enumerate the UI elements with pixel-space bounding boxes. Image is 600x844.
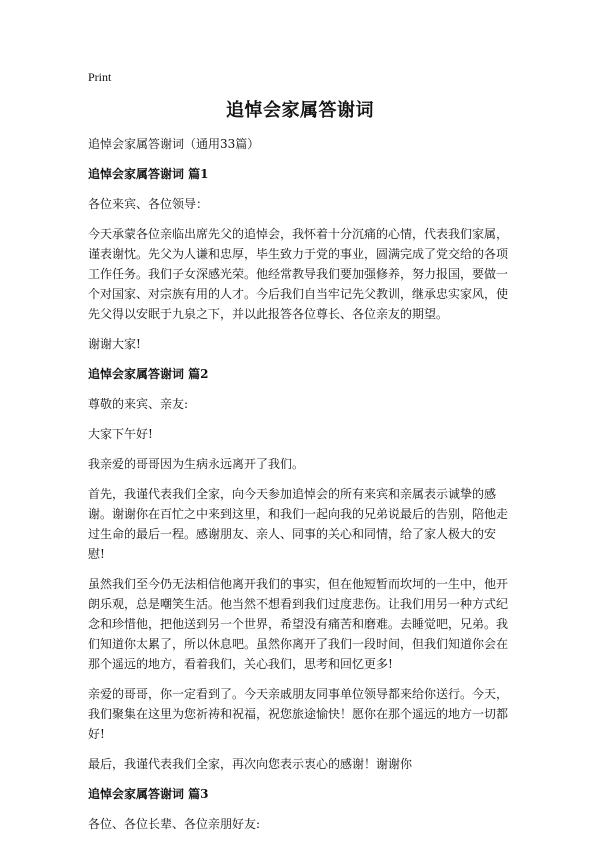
paragraph: 首先，我谨代表我们全家，向今天参加追悼会的所有来宾和亲属表示诚挚的感谢。谢谢你在百忙之中来到这里，和我们一起向我的兄弟说最后的告别，陪他走过生命的最后一程。感谢朋友、亲人、同事的关心和同情，给了家人极大的安慰!: [88, 487, 509, 561]
paragraph: 各位来宾、各位领导：: [88, 197, 209, 211]
paragraph: 大家下午好!: [88, 427, 153, 441]
paragraph: 今天承蒙各位亲临出席先父的追悼会，我怀着十分沉痛的心情，代表我们家属，谨表谢忱。先父为人谦和忠厚，毕生致力于党的事业，圆满完成了党交给的各项工作任务。我们子女深感光荣。他经常教导我们要加强修养，努力报国，要做一个对国家、对宗族有用的人才。今后我们自当牢记先父教训，继承忠实家风，使先父得以安眠于九泉之下，并以此报答各位尊长、各位亲友的期望。: [88, 227, 509, 321]
paragraph: 虽然我们至今仍无法相信他离开我们的事实，但在他短暂而坎坷的一生中，他开朗乐观，总是嘲笑生活。他当然不想看到我们过度悲伤。让我们用另一种方式纪念和珍惜他，把他送到另一个世界，希望没有痛苦和磨难。去睡觉吧，兄弟。我们知道你太累了，所以休息吧。虽然你离开了我们一段时间，但我们知道你会在那个遥远的地方，看着我们，关心我们，思考和回忆更多!: [88, 577, 509, 671]
print-link[interactable]: Print: [88, 70, 112, 84]
document-subtitle: 追悼会家属答谢词（通用33篇）: [88, 137, 260, 151]
paragraph: 各位、各位长辈、各位亲朋好友:: [88, 817, 261, 831]
section-heading: 追悼会家属答谢词 篇1: [88, 167, 209, 181]
paragraph: 我亲爱的哥哥因为生病永远离开了我们。: [88, 457, 305, 471]
paragraph: 亲爱的哥哥，你一定看到了。今天亲戚朋友同事单位领导都来给你送行。今天，我们聚集在这里为您祈祷和祝福，祝您旅途愉快！愿你在那个遥远的地方一切都好!: [88, 687, 509, 741]
section-heading: 追悼会家属答谢词 篇3: [88, 787, 209, 801]
document-body: [88, 134, 512, 844]
paragraph: 最后，我谨代表我们全家，再次向您表示衷心的感谢！谢谢你: [88, 757, 413, 771]
paragraph: 尊敬的来宾、亲友:: [88, 397, 189, 411]
section-heading: 追悼会家属答谢词 篇2: [88, 367, 209, 381]
page-title: 追悼会家属答谢词: [226, 100, 374, 121]
paragraph: 谢谢大家!: [88, 337, 141, 351]
